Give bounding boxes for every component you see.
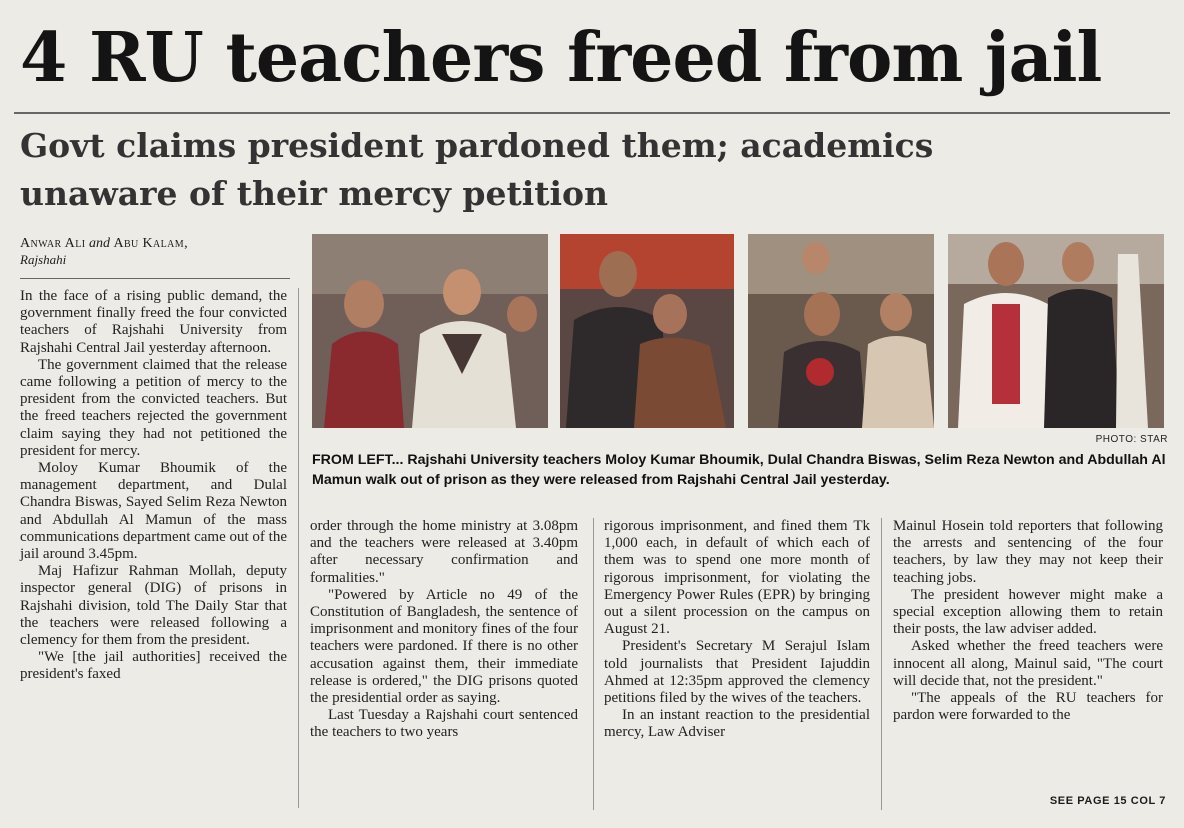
byline-author-2: Abu Kalam, <box>113 236 188 251</box>
byline-location: Rajshahi <box>20 252 67 267</box>
column-1-paragraph-2: The government claimed that the release came following a petition of mercy to the president from the convicted teachers. But the freed teachers rejected the government claim saying they had not petitioned the president for mercy. <box>20 356 287 459</box>
photo-moloy-kumar-bhoumik <box>312 234 548 428</box>
column-4-paragraph-3: Asked whether the freed teachers were innocent all along, Mainul said, "The court will decide that, not the president." <box>893 638 1163 689</box>
column-2-paragraph-1: order through the home ministry at 3.08pm and the teachers were released at 3.40pm after necessary confirmation and formalities." <box>310 518 578 586</box>
column-1-paragraph-3: Moloy Kumar Bhoumik of the management department, and Dulal Chandra Biswas, Sayed Selim Reza Newton and Abdullah Al Mamun of the mass communications department came out of the jail around 3.45pm. <box>20 460 287 563</box>
byline-author-1: Anwar Ali <box>20 236 86 251</box>
column-4-paragraph-2: The president however might make a special exception allowing them to retain their posts, the law adviser added. <box>893 586 1163 638</box>
column-1-paragraph-1: In the face of a rising public demand, the government finally freed the four convicted teachers of Rajshahi University from Rajshahi Central Jail yesterday afternoon. <box>20 288 287 356</box>
column-rule <box>593 518 594 810</box>
column-1-paragraph-5: "We [the jail authorities] received the president's faxed <box>20 649 287 683</box>
headline: 4 RU teachers freed from jail <box>20 18 1102 98</box>
byline <box>20 236 300 269</box>
column-3-paragraph-1: rigorous imprisonment, and fined them Tk 1,000 each, in default of which each of them was to spend one more month of rigorous imprisonment, for violating the Emergency Power Rules (EPR) by bringing out a silent procession on the campus on August 21. <box>604 518 870 638</box>
column-4-paragraph-4: "The appeals of the RU teachers for pardon were forwarded to the <box>893 690 1163 724</box>
column-rule <box>881 518 882 810</box>
column-3-paragraph-3: In an instant reaction to the presidential mercy, Law Adviser <box>604 707 870 741</box>
column-2-paragraph-3: Last Tuesday a Rajshahi court sentenced the teachers to two years <box>310 707 578 741</box>
article-column-3 <box>604 518 870 742</box>
byline-rule <box>20 278 290 279</box>
article-column-2 <box>310 518 578 742</box>
photo-caption: FROM LEFT... Rajshahi University teachers Moloy Kumar Bhoumik, Dulal Chandra Biswas, Selim Reza Newton and Abdullah Al Mamun walk out of prison as they were released from Rajshahi Central Jail yesterday. <box>312 452 1166 488</box>
column-rule <box>298 288 299 808</box>
article-column-4 <box>893 518 1163 724</box>
photo-abdullah-al-mamun <box>948 234 1164 428</box>
column-1-paragraph-4: Maj Hafizur Rahman Mollah, deputy inspector general (DIG) of prisons in Rajshahi division, told The Daily Star that the teachers were released following a clemency for them from the president. <box>20 563 287 649</box>
headline-rule <box>14 112 1170 114</box>
column-2-paragraph-2: "Powered by Article no 49 of the Constitution of Bangladesh, the sentence of imprisonment and monitory fines of the four teachers were pardoned. If there is no other accusation against them, their immediate release is ordered," the DIG prisons quoted the presidential order as saying. <box>310 586 578 707</box>
byline-and: and <box>88 236 110 251</box>
photo-credit: PHOTO: STAR <box>1095 434 1168 445</box>
column-4-paragraph-1: Mainul Hosein told reporters that following the arrests and sentencing of the four teachers, by law they may not keep their teaching jobs. <box>893 518 1163 586</box>
subheadline: Govt claims president pardoned them; academics unaware of their mercy petition <box>20 126 934 213</box>
column-3-paragraph-2: President's Secretary M Serajul Islam told journalists that President Iajuddin Ahmed at 12:35pm approved the clemency petitions filed by the wives of the teachers. <box>604 638 870 707</box>
photo-selim-reza-newton <box>748 234 934 428</box>
article-column-1 <box>20 288 287 684</box>
photo-dulal-chandra-biswas <box>560 234 734 428</box>
continuation-note: SEE PAGE 15 COL 7 <box>1049 795 1166 807</box>
